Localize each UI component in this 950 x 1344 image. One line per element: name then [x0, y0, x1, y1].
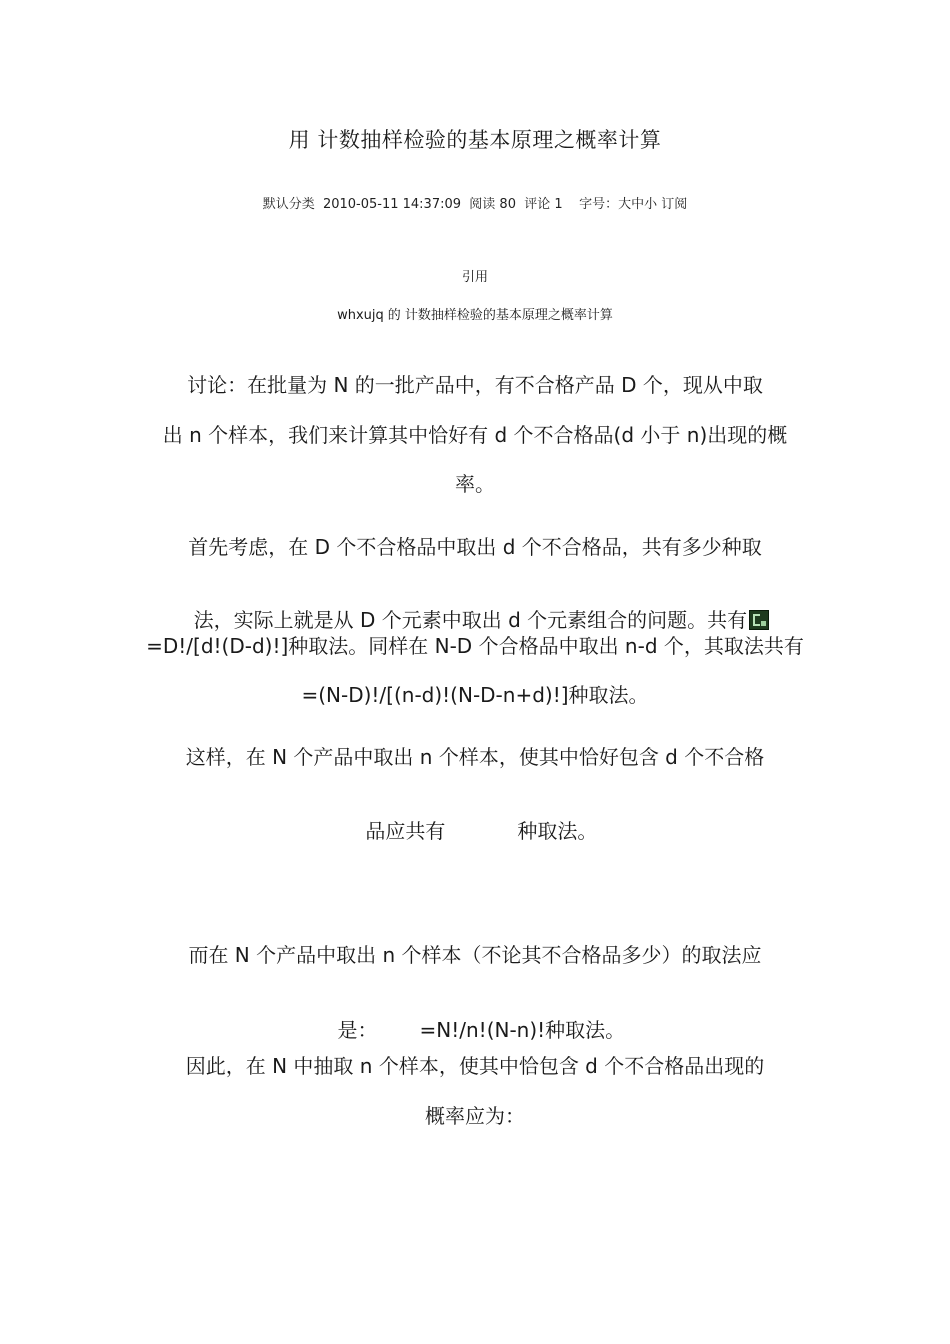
paragraph-1-line-2: 出 n 个样本，我们来计算其中恰好有 d 个不合格品(d 小于 n)出现的概: [162, 423, 788, 447]
quote-author[interactable]: whxujq: [337, 308, 384, 323]
paragraph-2-line-4: =(N-D)!/[(n-d)!(N-D-n+d)!]种取法。: [301, 683, 649, 707]
paragraph-3-line-2: [0, 791, 950, 844]
formula-image-icon: [749, 610, 769, 630]
paragraph-5-line-2: 概率应为：: [425, 1104, 525, 1128]
paragraph-4-line-1: 而在 N 个产品中取出 n 个样本（不论其不合格品多少）的取法应: [188, 943, 762, 967]
paragraph-3-line-2-start: 品应共有: [365, 819, 446, 843]
article-meta: 默认分类 2010-05-11 14:37:09 阅读 80 评论 1 字号：大中小 订阅: [262, 197, 688, 212]
article-title: 用 计数抽样检验的基本原理之概率计算: [288, 128, 662, 152]
paragraph-3-line-1: 这样，在 N 个产品中取出 n 个样本，使其中恰好包含 d 个不合格: [185, 745, 765, 769]
paragraph-1-line-3: 率。: [455, 472, 495, 496]
paragraph-2-line-2-text: 法，实际上就是从 D 个元素中取出 d 个元素组合的问题。共有: [193, 608, 748, 632]
paragraph-4-line-2-end: =N!/n!(N-n)!种取法。: [419, 1018, 626, 1042]
paragraph-1-line-1: 讨论：在批量为 N 的一批产品中，有不合格产品 D 个，现从中取: [187, 373, 763, 397]
paragraph-2-line-1: 首先考虑，在 D 个不合格品中取出 d 个不合格品，共有多少种取: [188, 535, 762, 559]
quote-text[interactable]: 的 计数抽样检验的基本原理之概率计算: [387, 308, 613, 323]
quote-source: [0, 304, 950, 323]
paragraph-4-line-2-start: 是：: [337, 1018, 378, 1042]
paragraph-5-line-1: 因此，在 N 中抽取 n 个样本，使其中恰包含 d 个不合格品出现的: [185, 1054, 765, 1078]
paragraph-3-line-2-end: 种取法。: [517, 819, 598, 843]
paragraph-2-line-2: [0, 580, 950, 633]
paragraph-2-line-3: =D!/[d!(D-d)!]种取法。同样在 N-D 个合格品中取出 n-d 个，其取法共有: [146, 634, 804, 658]
quote-label: 引用: [461, 270, 488, 285]
paragraph-4-line-2: [0, 990, 950, 1043]
